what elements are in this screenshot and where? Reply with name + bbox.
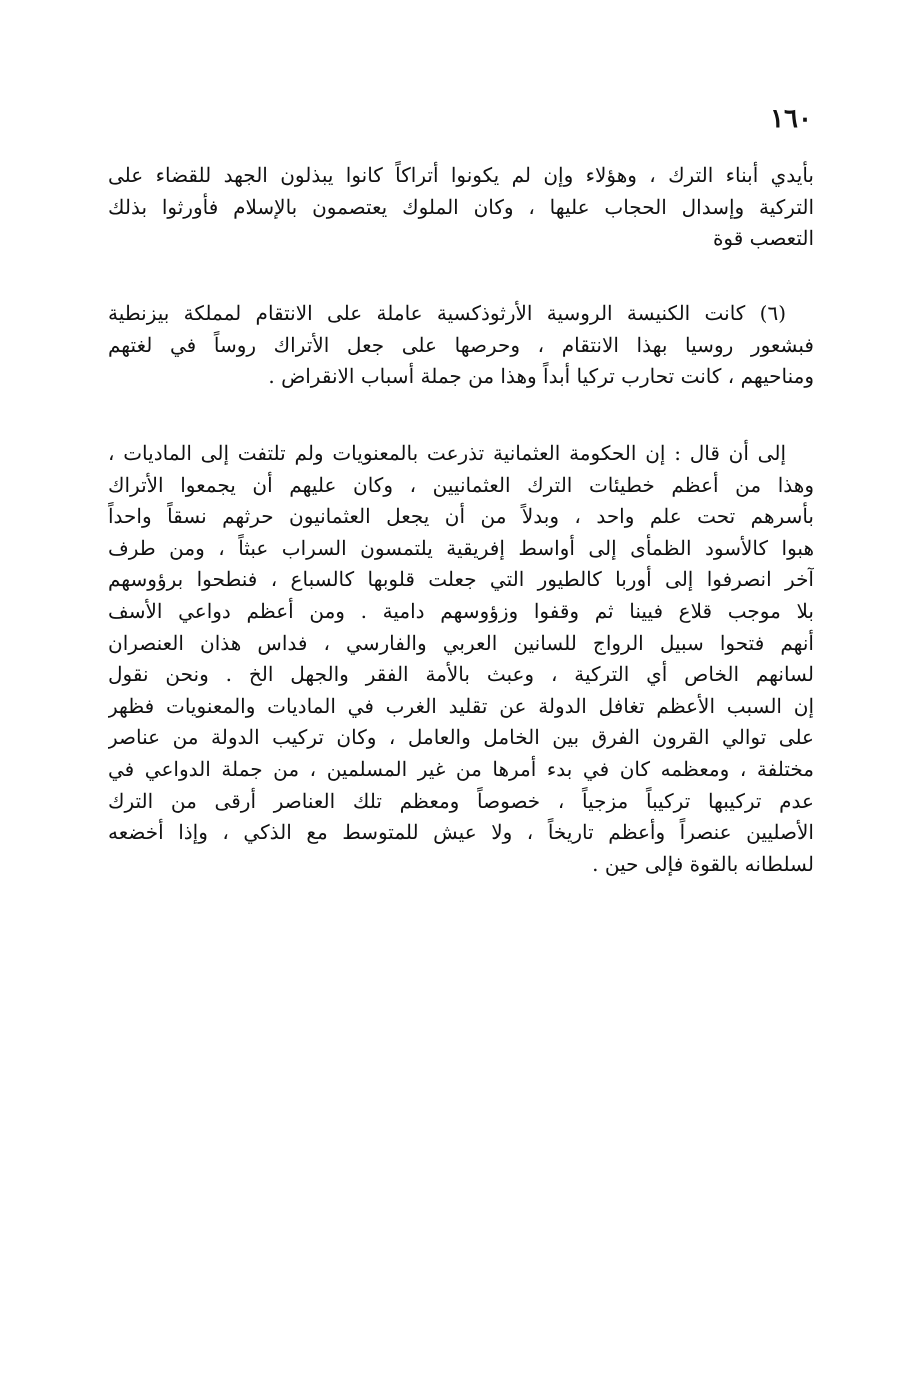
paragraph-3 (108, 438, 814, 880)
text-line: ومناحيهم ، كانت تحارب تركيا أبداً وهذا من جملة أسباب الانقراض . (268, 364, 814, 389)
paragraph-footnote-6 (108, 298, 814, 393)
text-line: هبوا كالأسود الظمأى إلى أواسط إفريقية يلتمسون السراب عبثاً ، ومن طرف (108, 535, 814, 560)
text-line: أنهم فتحوا سبيل الرواج للسانين العربي والفارسي ، فداس هذان العنصران (108, 630, 814, 655)
text-line: بأسرهم تحت علم واحد ، وبدلاً من أن يجعل العثمانيون حرثهم نسقاً واحداً (108, 504, 814, 529)
page-number: ١٦٠ (770, 104, 812, 134)
text-line: إلى أن قال : إن الحكومة العثمانية تذرعت بالمعنويات ولم تلتفت إلى الماديات ، (108, 441, 786, 465)
text-line: لسانهم الخاص أي التركية ، وعبث بالأمة الفقر والجهل الخ . ونحن نقول (108, 662, 814, 687)
text-line: فبشعور روسيا بهذا الانتقام ، وحرصها على جعل الأتراك روساً في لغتهم (108, 332, 814, 357)
text-line: إن السبب الأعظم تغافل الدولة عن تقليد الغرب في الماديات والمعنويات فظهر (108, 693, 814, 718)
text-line: الأصليين عنصراً وأعظم تاريخاً ، ولا عيش للمتوسط مع الذكي ، وإذا أخضعه (108, 820, 814, 845)
text-line: بأيدي أبناء الترك ، وهؤلاء وإن لم يكونوا أتراكاً كانوا يبذلون الجهد للقضاء على (108, 163, 814, 187)
text-line: (٦) كانت الكنيسة الروسية الأرثوذكسية عاملة على الانتقام لمملكة بيزنطية (108, 301, 786, 325)
text-line: التركية وإسدال الحجاب عليها ، وكان الملوك يعتصمون بالإسلام فأورثوا بذلك (108, 194, 814, 219)
text-line: التعصب قوة (712, 226, 814, 251)
text-line: لسلطانه بالقوة فإلى حين . (592, 851, 814, 876)
text-line: مختلفة ، ومعظمه كان في بدء أمرها من غير المسلمين ، من جملة الدواعي في (108, 756, 814, 781)
paragraph-1 (108, 160, 814, 255)
text-line: آخر انصرفوا إلى أوربا كالطيور التي جعلت قلوبها كالسباع ، فنطحوا برؤوسهم (108, 567, 814, 592)
text-line: بلا موجب قلاع فيينا ثم وقفوا وزؤوسهم دامية . ومن أعظم دواعي الأسف (108, 598, 814, 623)
text-line: على توالي القرون الفرق بين الخامل والعامل ، وكان تركيب الدولة من عناصر (108, 725, 814, 750)
text-line: عدم تركيبها تركيباً مزجياً ، خصوصاً ومعظم تلك العناصر أرقى من الترك (108, 788, 814, 813)
text-line: وهذا من أعظم خطيئات الترك العثمانيين ، وكان عليهم أن يجمعوا الأتراك (108, 472, 814, 497)
